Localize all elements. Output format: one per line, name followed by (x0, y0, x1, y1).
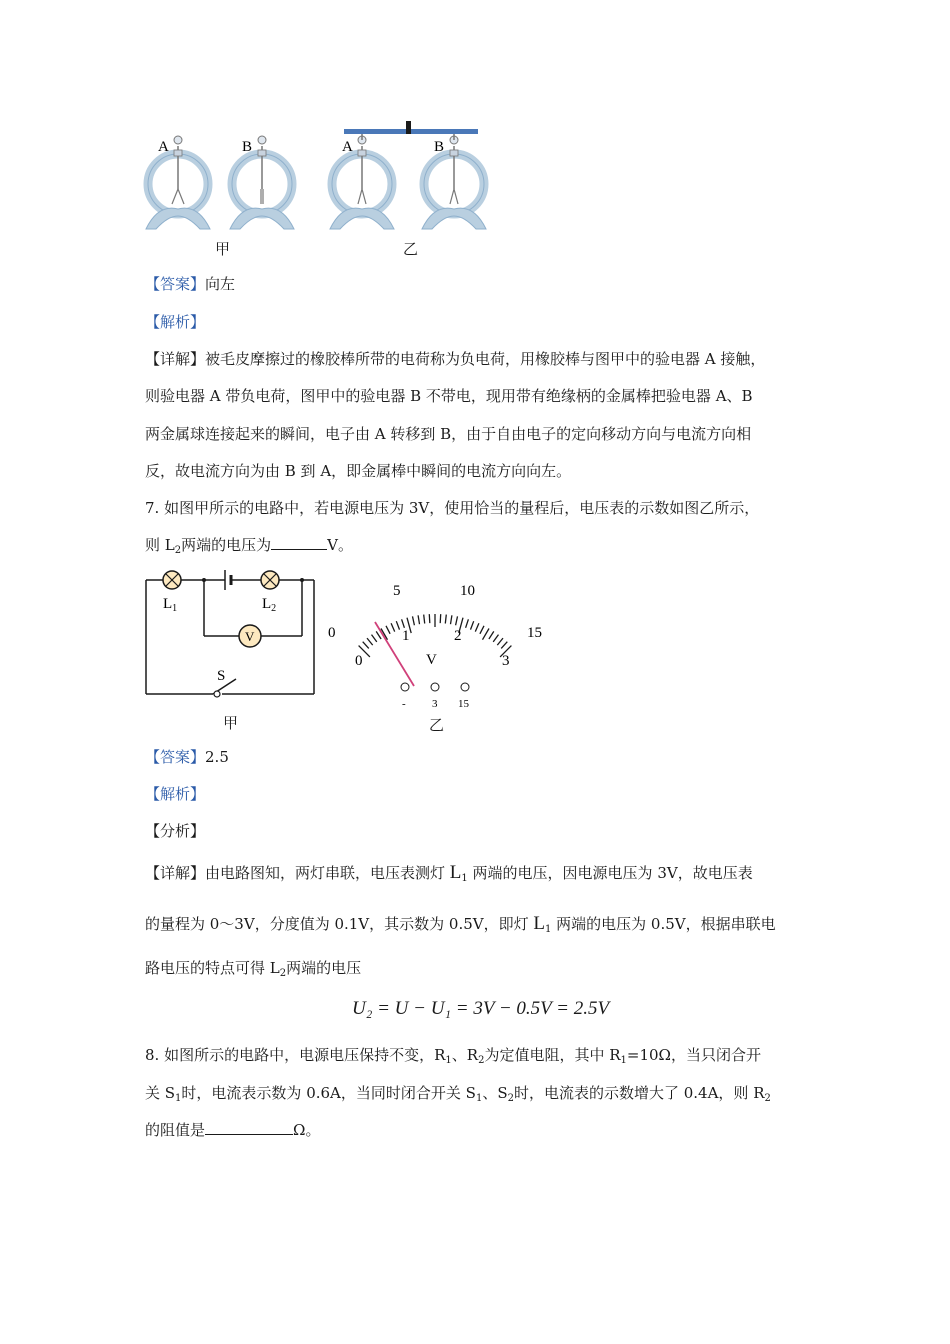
dial-tick (363, 642, 369, 649)
q7-fenxi-tag: 【分析】 (145, 822, 206, 840)
voltmeter-dial (320, 572, 560, 712)
q6-detail-line4: 反，故电流方向为由 B 到 A，即金属棒中瞬间的电流方向向左。 (145, 462, 572, 480)
q8-line3: 的阻值是 Ω。 (145, 1121, 321, 1139)
switch-label: S (217, 668, 226, 684)
dial-tick (367, 638, 373, 645)
dial-tick (402, 619, 405, 628)
dial-tick (489, 631, 494, 639)
dial-tick (396, 621, 399, 629)
meter-unit: V (426, 652, 437, 668)
q7-answer: 【答案】2.5 (145, 748, 229, 766)
q7-detail-line3: 路电压的特点可得 $L_2$两端的电压 (145, 959, 362, 979)
dial-tick (480, 626, 484, 634)
scope-label-a: A (158, 139, 169, 155)
dial-tick (372, 635, 377, 642)
bottom-tick-0: 0 (355, 653, 363, 669)
q7-question-line2: 则 $L_2$两端的电压为 V。 (145, 536, 353, 556)
q7-analysis-tag: 【解析】 (145, 785, 206, 803)
bottom-tick-3: 3 (502, 653, 510, 669)
dial-tick (493, 635, 498, 642)
terminal-neg-label: - (402, 698, 406, 710)
bottom-tick-2: 2 (454, 628, 462, 644)
dial-tick (386, 626, 390, 634)
top-tick-5: 5 (393, 583, 401, 599)
terminal-3-label: 3 (432, 698, 438, 710)
top-tick-15: 15 (527, 625, 542, 641)
q7-detail-line1: 【详解】由电路图知，两灯串联，电压表测灯 $L_1$ 两端的电压，因电源电压为 3V，故电压表 (145, 862, 753, 884)
bottom-tick-1: 1 (402, 628, 410, 644)
answer-blank-q8 (205, 1120, 293, 1135)
lamp-l1-icon (163, 571, 181, 589)
q6-detail-line2: 则验电器 A 带负电荷，图甲中的验电器 B 不带电，现用带有绝缘柄的金属棒把验电器 A、B (145, 387, 753, 405)
q6-detail-line1: 【详解】被毛皮摩擦过的橡胶棒所带的电荷称为负电荷，用橡胶棒与图甲中的验电器 A 接触， (145, 350, 766, 368)
dial-tick (429, 614, 430, 623)
dial-tick (501, 642, 507, 649)
dial-tick (451, 615, 452, 624)
dial-tick (376, 631, 381, 639)
lamp-l1-label: $L_1$ (163, 596, 178, 614)
dial-tick (440, 614, 441, 623)
dial-tick (483, 629, 490, 640)
electroscope-figure (0, 0, 950, 270)
voltmeter-label: V (245, 629, 255, 644)
caption-yi-2: 乙 (429, 716, 445, 734)
caption-yi-1: 乙 (403, 240, 419, 258)
q6-analysis-tag: 【解析】 (145, 313, 206, 331)
terminal-15-label: 15 (458, 698, 469, 710)
q7-question-line1: 7. 如图甲所示的电路中，若电源电压为 3V，使用恰当的量程后，电压表的示数如图乙所示， (145, 499, 760, 517)
answer-blank (271, 535, 327, 550)
dial-tick (391, 623, 395, 631)
dial-tick (475, 623, 479, 631)
q6-answer: 【答案】向左 (145, 275, 236, 293)
dial-tick (413, 616, 415, 625)
top-tick-10: 10 (460, 583, 475, 599)
caption-jia-2: 甲 (223, 714, 239, 732)
dial-tick (456, 616, 458, 625)
scope-label-b: B (242, 139, 253, 155)
lamp-l2-label: $L_2$ (262, 596, 277, 614)
q7-detail-line2: 的量程为 0～3V，分度值为 0.1V，其示数为 0.5V，即灯 $L_1$ 两端的电压为 0.5V，根据串联电 (145, 913, 776, 935)
dial-tick (418, 615, 419, 624)
top-tick-0: 0 (328, 625, 336, 641)
terminal-15-icon (461, 683, 469, 691)
dial-tick (497, 638, 503, 645)
voltage-equation: U₂ = U − U₁ = 3V − 0.5V = 2.5V (352, 998, 610, 1019)
terminal-3-icon (431, 683, 439, 691)
switch-contact-icon (214, 691, 220, 697)
caption-jia-1: 甲 (215, 240, 231, 258)
circuit-diagram (138, 566, 328, 701)
dial-tick (424, 615, 425, 624)
scope-label-a2: A (342, 139, 353, 155)
dial-tick (466, 619, 469, 628)
q8-line1: 8. 如图所示的电路中，电源电压保持不变，$R_1$、$R_2$为定值电阻，其中 $R_1=10\Omega$，当只闭合开 (145, 1046, 761, 1066)
rod-handle (406, 121, 411, 134)
lamp-l2-icon (261, 571, 279, 589)
dial-tick (445, 615, 446, 624)
dial-tick (471, 621, 474, 629)
q8-line2: 关 $S_1$时，电流表示数为 0.6A，当同时闭合开关 $S_1$、$S_2$时，电流表的示数增大了 0.4A，则 $R_2$ (145, 1084, 771, 1104)
scope-label-b2: B (434, 139, 445, 155)
terminal-neg-icon (401, 683, 409, 691)
q6-detail-line3: 两金属球连接起来的瞬间，电子由 A 转移到 B，由于自由电子的定向移动方向与电流方向相 (145, 425, 752, 443)
